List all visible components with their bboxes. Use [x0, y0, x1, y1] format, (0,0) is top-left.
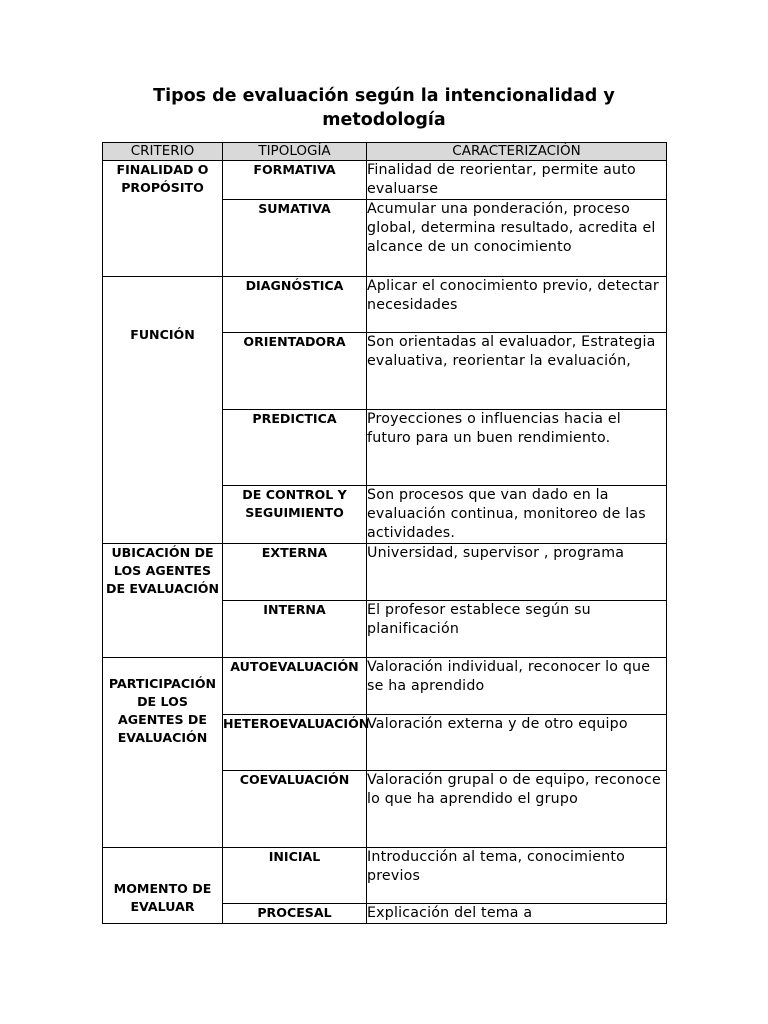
header-tipologia: TIPOLOGÍA [223, 143, 367, 161]
caracterizacion-cell: Valoración grupal o de equipo, reconoce lo que ha aprendido el grupo [367, 771, 667, 848]
table-row [103, 848, 667, 904]
criterio-cell [103, 848, 223, 924]
title-line-2: metodología [322, 110, 446, 130]
tipologia-cell: COEVALUACIÓN [223, 771, 367, 848]
criterio-label: MOMENTO DE EVALUAR [113, 881, 212, 914]
tipologia-cell: PREDICTICA [223, 410, 367, 486]
caracterizacion-cell: Valoración externa y de otro equipo [367, 715, 667, 771]
tipologia-cell: FORMATIVA [223, 161, 367, 200]
caracterizacion-cell: Introducción al tema, conocimiento previos [367, 848, 667, 904]
tipologia-cell: INICIAL [223, 848, 367, 904]
tipologia-cell: HETEROEVALUACIÓN [223, 715, 367, 771]
caracterizacion-cell: Explicación del tema a [367, 904, 667, 924]
caracterizacion-cell: Acumular una ponderación, proceso global, determina resultado, acredita el alcance de un conocimiento [367, 200, 667, 277]
caracterizacion-cell: Son orientadas al evaluador, Estrategia evaluativa, reorientar la evaluación, [367, 333, 667, 410]
criterio-label: PARTICIPACIÓN DE LOS AGENTES DE EVALUACIÓN [108, 676, 217, 745]
criterio-cell [103, 658, 223, 848]
table-row [103, 161, 667, 200]
criterio-label: FUNCIÓN [130, 327, 195, 342]
criterio-cell [103, 277, 223, 544]
criterio-label: FINALIDAD O PROPÓSITO [116, 162, 209, 195]
document-title [0, 84, 768, 132]
caracterizacion-cell: Aplicar el conocimiento previo, detectar necesidades [367, 277, 667, 333]
criterio-cell: UBICACIÓN DE LOS AGENTES DE EVALUACIÓN [103, 544, 223, 658]
table-row [103, 544, 667, 601]
table-row [103, 277, 667, 333]
tipologia-cell: DIAGNÓSTICA [223, 277, 367, 333]
tipologia-cell: SUMATIVA [223, 200, 367, 277]
criterio-cell [103, 161, 223, 277]
header-criterio: CRITERIO [103, 143, 223, 161]
tipologia-cell: AUTOEVALUACIÓN [223, 658, 367, 715]
header-caracterizacion: CARACTERIZACIÓN [367, 143, 667, 161]
tipologia-cell: PROCESAL [223, 904, 367, 924]
table-header-row [103, 143, 667, 161]
tipologia-cell: EXTERNA [223, 544, 367, 601]
caracterizacion-cell: Universidad, supervisor , programa [367, 544, 667, 601]
evaluation-types-table [102, 142, 667, 924]
caracterizacion-cell: Son procesos que van dado en la evaluación continua, monitoreo de las actividades. [367, 486, 667, 544]
tipologia-cell: DE CONTROL Y SEGUIMIENTO [223, 486, 367, 544]
caracterizacion-cell: Proyecciones o influencias hacia el futuro para un buen rendimiento. [367, 410, 667, 486]
tipologia-cell: INTERNA [223, 601, 367, 658]
tipologia-cell: ORIENTADORA [223, 333, 367, 410]
title-line-1: Tipos de evaluación según la intencionalidad y [153, 86, 615, 106]
caracterizacion-cell: El profesor establece según su planificación [367, 601, 667, 658]
caracterizacion-cell: Finalidad de reorientar, permite auto evaluarse [367, 161, 667, 200]
caracterizacion-cell: Valoración individual, reconocer lo que se ha aprendido [367, 658, 667, 715]
table-row [103, 658, 667, 715]
